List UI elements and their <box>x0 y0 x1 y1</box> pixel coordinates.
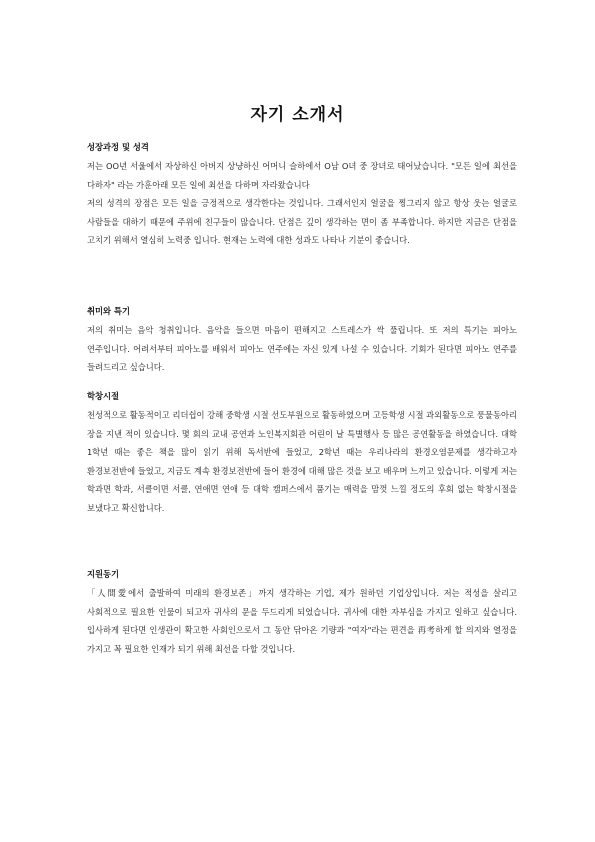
section-heading: 취미와 특기 <box>87 306 130 316</box>
section-heading: 성장과정 및 성격 <box>87 142 149 152</box>
document-title: 자기 소개서 <box>250 105 345 125</box>
section-hobbies-skills <box>87 306 517 377</box>
paragraph: 천성적으로 활동적이고 리더쉽이 강해 중학생 시절 선도부원으로 활동하였으며 고등학생 시절 과외활동으로 풍물동아리 장을 지낸 적이 있습니다. 몇 회의 교내 공연과 노인복지회관 어린이 날 특별행사 등 많은 공연활동을 하였습니다. 대학 1학년 때는 좋은 책을 많이 읽기 위해 독서반에 들었고, 2학년 때는 우리나라의 환경오염문제를 생각하고자 환경보전반에 들었고, 지금도 계속 환경보전반에 들어 환경에 대해 많은 것을 보고 배우며 느끼고 있습니다. 이렇게 저는 학과면 학과, 서클이면 서클, 연애면 연애 등 대학 캠퍼스에서 품기는 매력을 맘껏 느낄 정도의 후회 없는 학창시절을 보냈다고 확신합니다. <box>87 410 517 513</box>
paragraph: 저의 취미는 음악 청취입니다. 음악을 들으면 마음이 편해지고 스트레스가 싹 풀립니다. 또 저의 특기는 피아노 연주입니다. 어려서부터 피아노를 배워서 피아노 연주에는 자신 있게 나설 수 있습니다. 기회가 된다면 피아노 연주를 들려드리고 싶습니다. <box>87 325 517 372</box>
section-motivation <box>87 569 517 658</box>
section-heading: 지원동기 <box>87 569 120 579</box>
paragraph: 저는 OO년 서울에서 자상하신 아버지 상냥하신 어머니 슬하에서 O남 O녀 중 장녀로 태어났습니다. "모든 일에 최선을 다하자" 라는 가훈아래 모든 일에 최선을 다하며 자라왔습니다 <box>87 161 517 190</box>
paragraph: 「人間愛에서 출발하여 미래의 환경보존」까지 생각하는 기업, 제가 원하던 기업상입니다. 저는 적성을 살리고 사회적으로 필요한 인물이 되고자 귀사의 문을 두드리게 되었습니다. 귀사에 대한 자부심을 가지고 일하고 싶습니다. 입사하게 된다면 인생관이 확고한 사회인으로서 그 동안 닦아온 기량과 "여자"라는 편견을 再考하게 할 의지와 열정을 가지고 꼭 필요한 인재가 되기 위해 최선을 다할 것입니다. <box>87 588 517 654</box>
section-school-days <box>87 391 517 517</box>
section-heading: 학창시절 <box>87 391 120 401</box>
section-growth-personality <box>87 142 517 250</box>
paragraph: 저의 성격의 장점은 모든 일을 긍정적으로 생각한다는 것입니다. 그래서인지 얼굴을 찡그리지 않고 항상 웃는 얼굴로 사람들을 대하기 때문에 주위에 친구들이 많습니다. 단점은 깊이 생각하는 면이 좀 부족합니다. 하지만 지금은 단점을 고치기 위해서 열심히 노력중 입니다. 현재는 노력에 대한 성과도 나타나 기분이 좋습니다. <box>87 198 517 245</box>
